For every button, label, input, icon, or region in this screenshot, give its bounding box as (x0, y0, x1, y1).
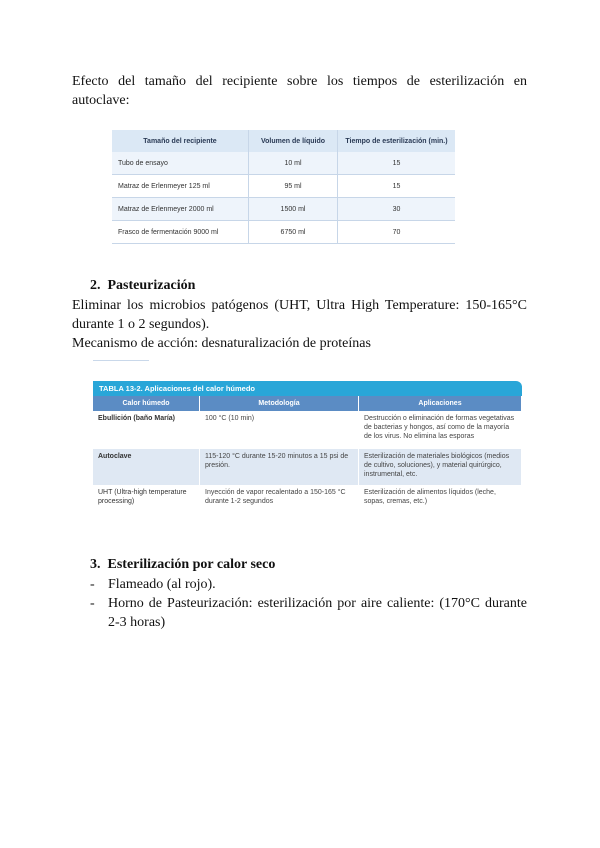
column-header: Metodología (200, 396, 359, 411)
mechanism-line: Mecanismo de acción: desnaturalización de proteínas (72, 336, 371, 351)
table-cell: 100 °C (10 min) (200, 411, 359, 449)
list-item-text: Horno de Pasteurización: esterilización por aire caliente: (170°C durante 2-3 horas) (108, 596, 527, 630)
list-item-text: Flameado (al rojo). (108, 577, 216, 592)
table-cell: Inyección de vapor recalentado a 150-165 °C durante 1-2 segundos (200, 485, 359, 518)
column-header: Calor húmedo (93, 396, 200, 411)
table-cell: Matraz de Erlenmeyer 2000 ml (112, 198, 249, 221)
table-header-row (93, 396, 522, 411)
section-title: Esterilización por calor seco (107, 557, 276, 572)
table-cell: 10 ml (249, 152, 338, 175)
section-3-heading (90, 557, 275, 573)
sterilization-time-table (112, 130, 455, 244)
table-header-row (112, 130, 455, 152)
table-cell: 1500 ml (249, 198, 338, 221)
table-title: TABLA 13-2. Aplicaciones del calor húmedo (93, 381, 522, 396)
table-cell: 15 (338, 152, 456, 175)
section-number: 2. (90, 278, 101, 293)
table-cell: Ebullición (baño María) (93, 411, 200, 449)
table-row (112, 152, 455, 175)
table-row (112, 221, 455, 244)
table-row (112, 175, 455, 198)
section-2-heading (90, 278, 195, 294)
moist-heat-table (93, 381, 522, 522)
table-cell: 15 (338, 175, 456, 198)
table-cell: 6750 ml (249, 221, 338, 244)
table-row (112, 198, 455, 221)
table-row (93, 449, 522, 485)
column-header: Aplicaciones (359, 396, 522, 411)
dry-heat-list (90, 575, 527, 632)
section-number: 3. (90, 557, 101, 572)
list-item (90, 594, 527, 632)
table-cell: 115-120 °C durante 15-20 minutos a 15 psi de presión. (200, 449, 359, 485)
column-header: Tamaño del recipiente (112, 130, 249, 152)
table-cell: 95 ml (249, 175, 338, 198)
column-header: Tiempo de esterilización (min.) (338, 130, 456, 152)
moist-heat-table-grid (93, 396, 522, 518)
table-cell: Esterilización de alimentos líquidos (leche, sopas, cremas, etc.) (359, 485, 522, 518)
divider (93, 360, 149, 361)
column-header: Volumen de líquido (249, 130, 338, 152)
pasteurization-description: Eliminar los microbios patógenos (UHT, Ultra High Temperature: 150-165°C durante 1 o 2 segundos). (72, 298, 527, 332)
table-cell: 70 (338, 221, 456, 244)
intro-paragraph: Efecto del tamaño del recipiente sobre los tiempos de esterilización en autoclave: (72, 74, 527, 108)
list-dash: - (90, 577, 95, 592)
table-cell: 30 (338, 198, 456, 221)
table-cell: Matraz de Erlenmeyer 125 ml (112, 175, 249, 198)
table-row (93, 485, 522, 518)
table-cell: Tubo de ensayo (112, 152, 249, 175)
table-cell: Destrucción o eliminación de formas vegetativas de bacterias y hongos, así como de la mayoría de los virus. No elimina las esporas (359, 411, 522, 449)
section-title: Pasteurización (107, 278, 196, 293)
table-cell: Autoclave (93, 449, 200, 485)
table-cell: UHT (Ultra-high temperature processing) (93, 485, 200, 518)
list-dash: - (90, 596, 95, 611)
table-row (93, 411, 522, 449)
list-item (90, 575, 527, 594)
table-cell: Esterilización de materiales biológicos (medios de cultivo, soluciones), y material quirúrgico, instrumental, etc. (359, 449, 522, 485)
table-cell: Frasco de fermentación 9000 ml (112, 221, 249, 244)
